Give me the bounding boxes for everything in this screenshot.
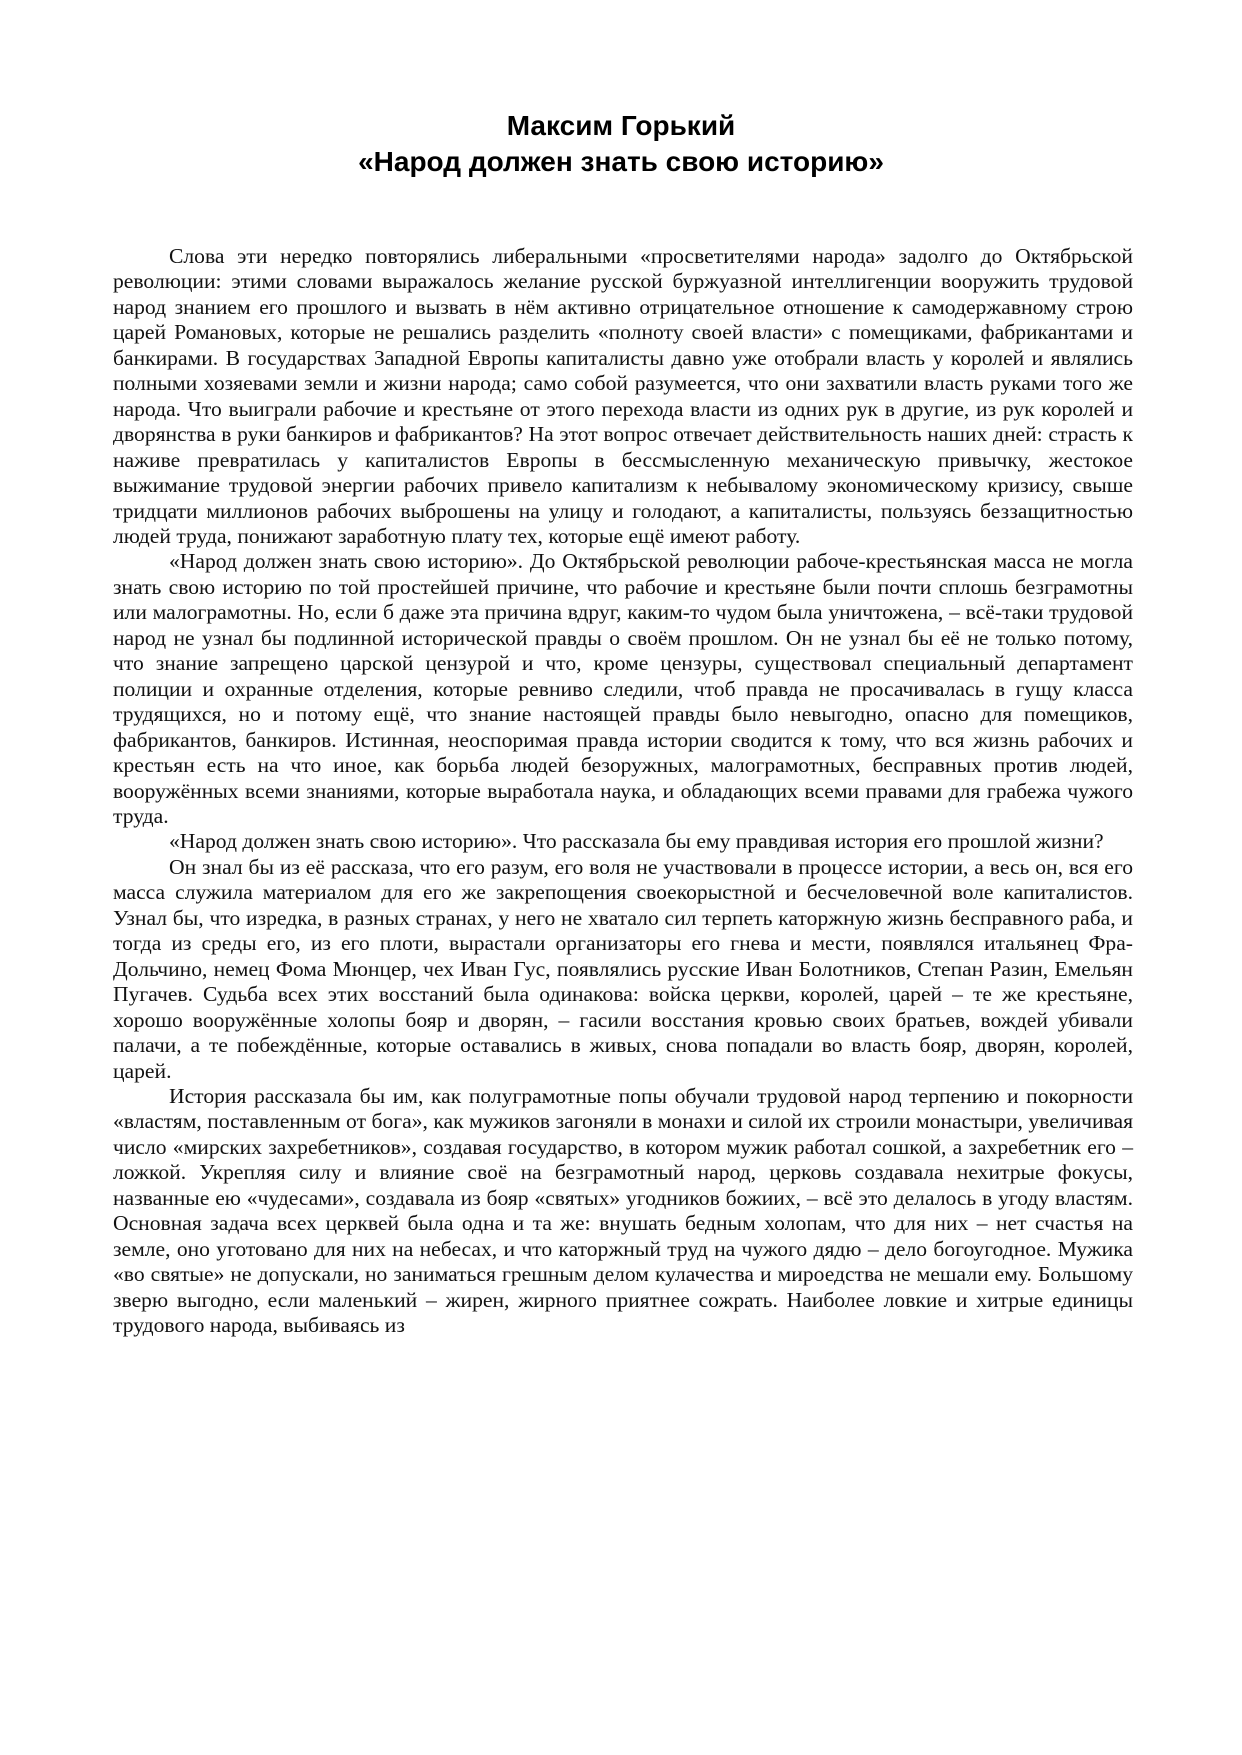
paragraph: Он знал бы из её рассказа, что его разум, его воля не участвовали в процессе истории, а весь он, вся его масса служила материалом для его же закрепощения своекорыстной и бесчеловечной воле капиталистов. Узнал бы, что изредка, в разных странах, у него не хватало сил терпеть каторжную жизнь бесправного раба, и тогда из среды его, из его плоти, вырастали организаторы его гнева и мести, появлялся итальянец Фра-Дольчино, немец Фома Мюнцер, чех Иван Гус, появлялись русские Иван Болотников, Степан Разин, Емельян Пугачев. Судьба всех этих восстаний была одинакова: войска церкви, королей, царей – те же крестьяне, хорошо вооружённые холопы бояр и дворян, – гасили восстания кровью своих братьев, вождей убивали палачи, а те побеждённые, которые оставались в живых, снова попадали во власть бояр, дворян, королей, царей. (113, 854, 1133, 1083)
paragraph: Слова эти нередко повторялись либеральными «просветителями народа» задолго до Октябрьской революции: этими словами выражалось желание русской буржуазной интеллигенции вооружить трудовой народ знанием его прошлого и вызвать в нём активно отрицательное отношение к самодержавному строю царей Романовых, которые не решались разделить «полноту своей власти» с помещиками, фабрикантами и банкирами. В государствах Западной Европы капиталисты давно уже отобрали власть у королей и являлись полными хозяевами земли и жизни народа; само собой разумеется, что они захватили власть руками того же народа. Что выиграли рабочие и крестьяне от этого перехода власти из одних рук в другие, из рук королей и дворянства в руки банкиров и фабрикантов? На этот вопрос отвечает действительность наших дней: страсть к наживе превратилась у капиталистов Европы в бессмысленную механическую привычку, жестокое выжимание трудовой энергии рабочих привело капитализм к небывалому экономическому кризису, свыше тридцати миллионов рабочих выброшены на улицу и голодают, а капиталисты, пользуясь беззащитностью людей труда, понижают заработную плату тех, которые ещё имеют работу. (113, 244, 1133, 548)
document-body (113, 244, 1133, 1338)
paragraph: История рассказала бы им, как полуграмотные попы обучали трудовой народ терпению и покорности «властям, поставленным от бога», как мужиков загоняли в монахи и силой их строили монастыри, увеличивая число «мирских захребетников», создавая государство, в котором мужик работал сошкой, а захребетник его – ложкой. Укрепляя силу и влияние своё на безграмотный народ, церковь создавала нехитрые фокусы, названные ею «чудесами», создавала из бояр «святых» угодников божиих, – всё это делалось в угоду властям. Основная задача всех церквей была одна и та же: внушать бедным холопам, что для них – нет счастья на земле, оно уготовано для них на небесах, и что каторжный труд на чужого дядю – дело богоугодное. Мужика «во святые» не допускали, но заниматься грешным делом кулачества и мироедства не мешали ему. Большому зверю выгодно, если маленький – жирен, жирного приятнее сожрать. Наиболее ловкие и хитрые единицы трудового народа, выбиваясь из (113, 1083, 1133, 1338)
author-name: Максим Горький (506, 110, 736, 141)
document-title: «Народ должен знать свою историю» (358, 146, 884, 177)
paragraph: «Народ должен знать свою историю». Что рассказала бы ему правдивая история его прошлой жизни? (169, 829, 1104, 854)
paragraph: «Народ должен знать свою историю». До Октябрьской революции рабоче-крестьянская масса не могла знать свою историю по той простейшей причине, что рабочие и крестьяне были почти сплошь безграмотны или малограмотны. Но, если б даже эта причина вдруг, каким-то чудом была уничтожена, – всё-таки трудовой народ не узнал бы подлинной исторической правды о своём прошлом. Он не узнал бы её не только потому, что знание запрещено царской цензурой и что, кроме цензуры, существовал специальный департамент полиции и охранные отделения, которые ревниво следили, чтоб правда не просачивалась в гущу класса трудящихся, но и потому ещё, что знание настоящей правды было невыгодно, опасно для помещиков, фабрикантов, банкиров. Истинная, неоспоримая правда истории сводится к тому, что вся жизнь рабочих и крестьян есть на что иное, как борьба людей безоружных, малограмотных, бесправных против людей, вооружённых всеми знаниями, которые выработала наука, и обладающих всеми правами для грабежа чужого труда. (113, 549, 1133, 828)
document-heading (0, 108, 1242, 180)
